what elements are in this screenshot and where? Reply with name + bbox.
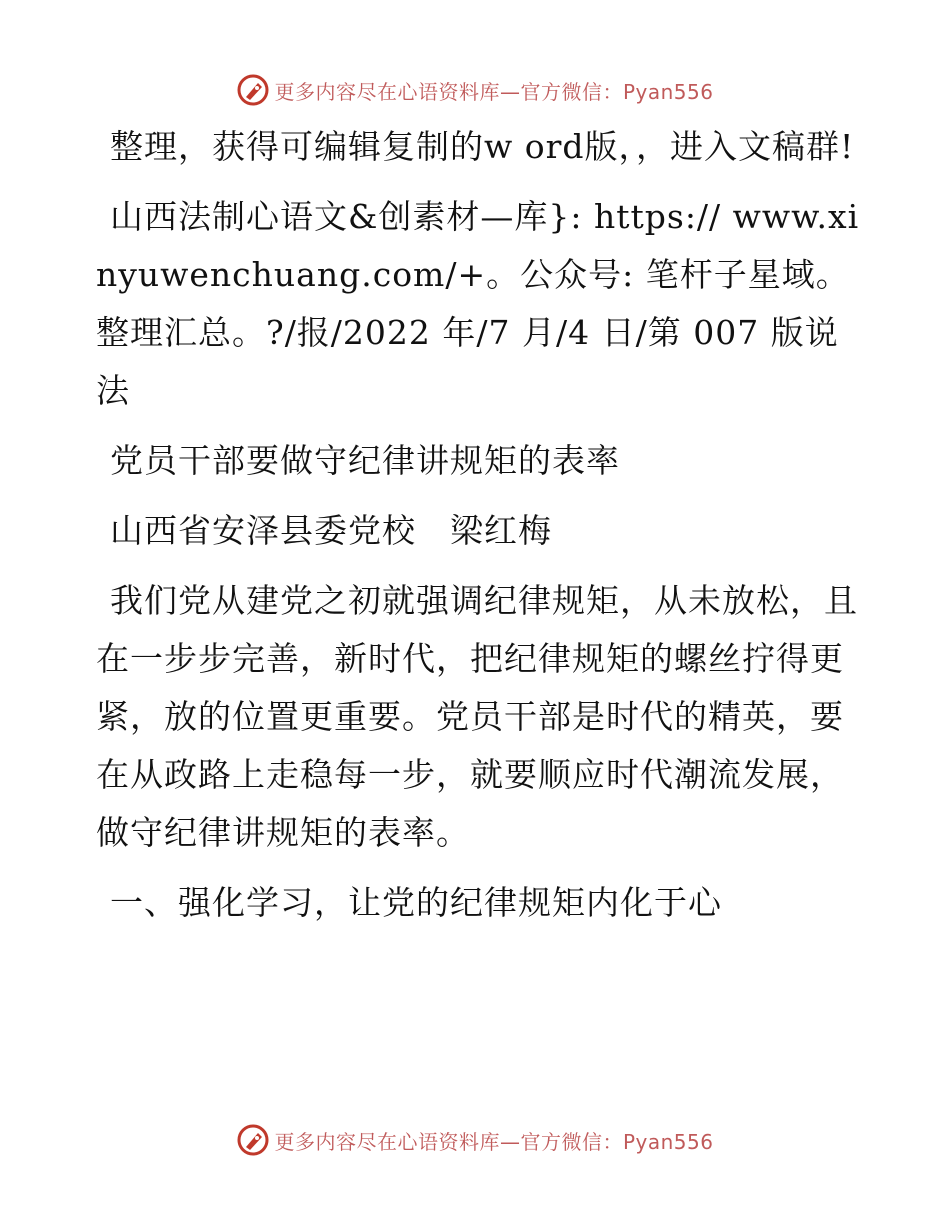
body-paragraph: 我们党从建党之初就强调纪律规矩，从未放松，且在一步步完善，新时代，把纪律规矩的螺丝拧得更紧，放的位置更重要。党员干部是时代的精英，要在从政路上走稳每一步，就要顺应时代潮流发展，做守纪律讲规矩的表率。 <box>96 581 858 852</box>
footer-watermark-banner <box>0 1120 950 1160</box>
pen-nib-logo-icon <box>236 73 270 107</box>
author-line: 山西省安泽县委党校 梁红梅 <box>110 511 552 550</box>
pen-nib-logo-icon <box>236 1123 270 1157</box>
document-body <box>96 118 866 944</box>
section-heading: 一、强化学习，让党的纪律规矩内化于心 <box>110 883 722 922</box>
intro-note: 整理，获得可编辑复制的w ord版，，进入文稿群! <box>110 127 855 166</box>
article-title: 党员干部要做守纪律讲规矩的表率 <box>110 441 620 480</box>
watermark-text: 更多内容尽在心语资料库—官方微信：Pyan556 <box>274 1129 714 1154</box>
source-info: 山西法制心语文&创素材—库}: https:// www.xinyuwenchuang.com/+。公众号: 笔杆子星域。整理汇总。?/报/2022 年/7 月/4 日/第 007 版说法 <box>96 197 860 410</box>
watermark-text: 更多内容尽在心语资料库—官方微信：Pyan556 <box>274 79 714 104</box>
header-watermark-banner <box>0 70 950 110</box>
